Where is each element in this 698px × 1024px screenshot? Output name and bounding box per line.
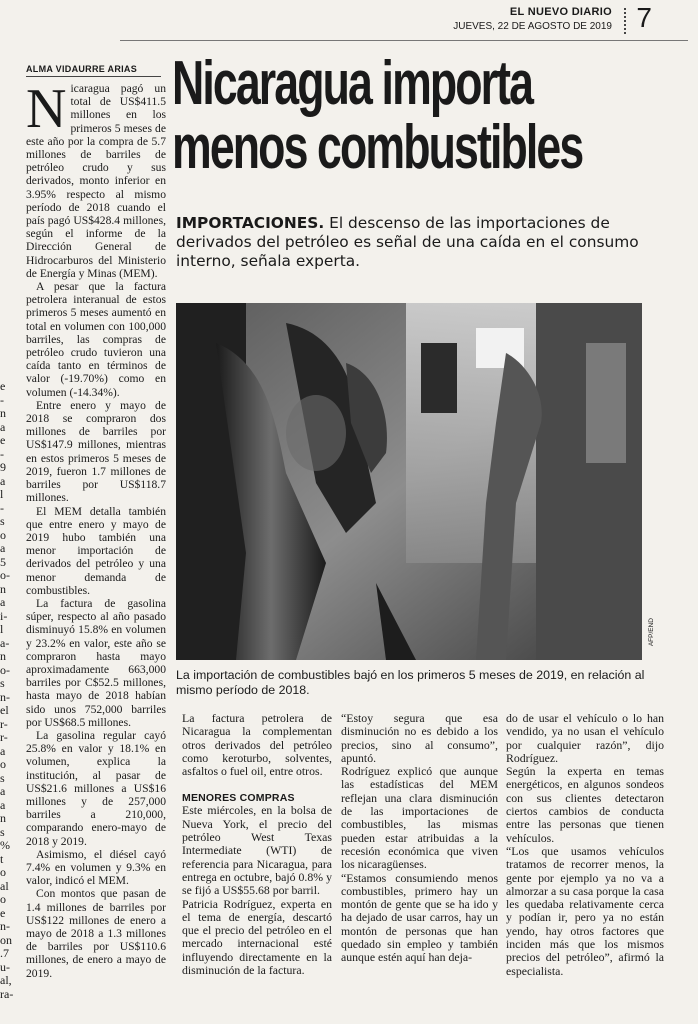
drop-cap: N bbox=[26, 82, 67, 140]
paragraph: Rodríguez explicó que aunque las estadísticas del MEM reflejan una clara disminución de las importaciones de combustibles, las mismas pueden estar atribuidas a la recesión económica que viven los nicaragüenses. bbox=[341, 764, 498, 872]
edge-fragment: % bbox=[0, 839, 10, 852]
edge-fragment: r- bbox=[0, 731, 8, 744]
paragraph: Según la experta en temas energéticos, en algunos sondeos con sus clientes detectaron ciertos cambios de conducta entre las personas que tienen vehículos. bbox=[506, 764, 664, 845]
paragraph: A pesar que la factura petrolera interanual de estos primeros 5 meses aumentó en total en volumen con 100,000 barriles, las compras de petróleo crudo tuvieron una caída tanto en términos de valor (-19.70%) como en volumen (-14.34%). bbox=[26, 280, 166, 399]
fuel-pump-photo bbox=[176, 303, 642, 660]
paragraph: La factura de gasolina súper, respecto al año pasado disminuyó 15.8% en volumen y 23.2% en valor, este año se compraron hasta mayo aproximadamente 663,000 barriles por C$52.5 millones, hasta mayo de 2018 habían sido unos 752,000 barriles por US$68.5 millones. bbox=[26, 596, 166, 729]
article-body-left-column bbox=[26, 82, 166, 1002]
edge-fragment: o- bbox=[0, 569, 10, 582]
edge-fragment: o bbox=[0, 866, 6, 879]
edge-fragment: l bbox=[0, 623, 4, 636]
edge-fragment: s bbox=[0, 677, 5, 690]
edge-fragment: n- bbox=[0, 920, 10, 933]
edge-fragment: e bbox=[0, 434, 6, 447]
deck-kicker: IMPORTACIONES. bbox=[176, 214, 325, 232]
publication-name: EL NUEVO DIARIO bbox=[509, 6, 612, 18]
paragraph: La gasolina regular cayó 25.8% en valor y 18.1% en volumen, explica la institución, al pasar de US$21.6 millones a US$16 millones y de 257,000 barriles a 210,000, comparando enero-mayo de 2018 y 2019. bbox=[26, 728, 166, 848]
edge-fragment: o bbox=[0, 528, 6, 542]
edge-fragment: el bbox=[0, 704, 9, 717]
edge-fragment: - bbox=[0, 447, 4, 461]
edge-fragment: o- bbox=[0, 663, 10, 677]
paragraph: Con montos que pasan de 1.4 millones de barriles por US$122 millones de enero a mayo de 2018 a 1.3 millones de barriles por US$110.6 millones, de enero a mayo de 2019. bbox=[26, 887, 166, 980]
masthead-divider bbox=[624, 8, 626, 34]
photo-caption: La importación de combustibles bajó en los primeros 5 meses de 2019, en relación al mismo período de 2018. bbox=[176, 668, 645, 697]
article-body-column-c bbox=[506, 712, 664, 1007]
paragraph: Asimismo, el diésel cayó 7.4% en volumen y 9.3% en valor, indicó el MEM. bbox=[26, 847, 166, 888]
edge-fragment: u- bbox=[0, 960, 10, 974]
edge-fragment: i- bbox=[0, 609, 8, 623]
first-paragraph bbox=[26, 82, 166, 280]
edge-fragment: n bbox=[0, 650, 6, 663]
page-number: 7 bbox=[636, 2, 652, 33]
paragraph: Patricia Rodríguez, experta en el tema de energía, descartó que el precio del petróleo en el mercado internacional esté influyendo directamente en la disminución de la factura. bbox=[182, 896, 332, 978]
edge-fragment: s bbox=[0, 771, 5, 785]
masthead bbox=[398, 4, 688, 38]
edge-fragment: ra- bbox=[0, 987, 14, 1001]
edge-fragment: a bbox=[0, 596, 6, 609]
edge-fragment: n bbox=[0, 812, 6, 825]
paragraph: “Estoy segura que esa disminución no es debido a los precios, sino al consumo”, apuntó. bbox=[341, 712, 498, 765]
edge-fragment: a bbox=[0, 420, 6, 434]
edge-fragment: o bbox=[0, 758, 6, 771]
edge-fragment: on bbox=[0, 933, 12, 947]
paragraph: Entre enero y mayo de 2018 se compraron dos millones de barriles por US$147.9 millones, mientras en estos primeros 5 meses de 2019, fueron 1.7 millones de barriles por US$118.7 millones. bbox=[26, 398, 166, 505]
fuel-pump-photo-illustration bbox=[176, 303, 642, 660]
subhead: MENORES COMPRAS bbox=[182, 792, 295, 805]
paragraph: Este miércoles, en la bolsa de Nueva York, el precio del petróleo West Texas Intermediate (WTI) de referencia para Nicaragua, para entrega en octubre, bajó 0.8% y se fijó a US$55.68 por barril. bbox=[182, 803, 332, 898]
edge-fragment: n bbox=[0, 582, 6, 596]
edge-fragment: .7 bbox=[0, 947, 9, 960]
edge-fragment: 9 bbox=[0, 461, 6, 474]
edge-fragment: al, bbox=[0, 974, 12, 987]
byline-rule bbox=[26, 76, 161, 77]
headline-line-2: menos combustibles bbox=[172, 113, 583, 182]
edge-fragment: l bbox=[0, 488, 4, 501]
deck bbox=[176, 214, 676, 271]
edge-fragment: al bbox=[0, 879, 9, 893]
headline bbox=[172, 49, 690, 182]
paragraph-text: icaragua pagó un total de US$411.5 millones en los primeros 5 meses de este año por la compra de 5.7 millones de barriles de petróleo crudo y sus derivados, monto inferior en 3.95% respecto al mismo período de 2018 cuando el país pagó US$428.4 millones, según el informe de la Dirección General de Hidrocarburos del Ministerio de Energía y Minas (MEM). bbox=[26, 82, 166, 280]
article-body-column-b bbox=[341, 712, 498, 1007]
top-rule bbox=[120, 40, 688, 41]
photo-credit: AFP/END bbox=[648, 618, 655, 647]
paragraph: El MEM detalla también que entre enero y mayo de 2019 hubo también una menor importación de derivados del petróleo y una menor demanda de combustibles. bbox=[26, 504, 166, 597]
edge-fragment: s bbox=[0, 825, 5, 839]
headline-line-1: Nicaragua importa bbox=[172, 49, 533, 118]
paragraph: “Estamos consumiendo menos combustibles, primero hay un montón de gente que se ha ido y ha dejado de usar carros, hay un montón de personas que han quedado sin empleo y también aunque estén aquí han deja- bbox=[341, 870, 498, 965]
edge-fragment: o bbox=[0, 893, 6, 906]
edge-fragment: n- bbox=[0, 690, 10, 704]
edge-fragment: a bbox=[0, 785, 6, 798]
edge-fragment: a bbox=[0, 744, 6, 758]
paragraph: do de usar el vehículo o lo han vendido, ya no usan el vehículo por cualquier razón”, dijo Rodríguez. bbox=[506, 712, 664, 765]
paragraph: La factura petrolera de Nicaragua la complementan otros derivados del petróleo como keroturbo, solventes, asfaltos o fuel oil, entre otros. bbox=[182, 712, 332, 779]
edge-fragment: t bbox=[0, 852, 4, 866]
deck-text: El descenso de las importaciones de derivados del petróleo es señal de una caída en el consumo interno, señala experta. bbox=[176, 214, 639, 270]
issue-date: JUEVES, 22 DE AGOSTO DE 2019 bbox=[453, 21, 612, 32]
edge-fragment: n bbox=[0, 407, 6, 420]
edge-fragment: a- bbox=[0, 636, 10, 650]
edge-fragment: - bbox=[0, 393, 4, 407]
article-body-column-a bbox=[182, 712, 332, 1007]
edge-fragment: a bbox=[0, 798, 6, 812]
edge-fragment: s bbox=[0, 515, 5, 528]
edge-fragment: 5 bbox=[0, 555, 6, 569]
byline: ALMA VIDAURRE ARIAS bbox=[26, 64, 138, 74]
cut-off-column-fragments bbox=[0, 380, 14, 1000]
paragraph: “Los que usamos vehículos tratamos de recorrer menos, la gente por ejemplo ya no va a almorzar a su casa porque la casa les quedaba relativamente cerca y podían ir, pero ya no están yendo, hay otros factores que inciden más que los mismos precios del petróleo”, afirmó la especialista. bbox=[506, 843, 664, 978]
edge-fragment: r- bbox=[0, 717, 8, 731]
edge-fragment: a bbox=[0, 474, 6, 488]
edge-fragment: e bbox=[0, 380, 6, 393]
edge-fragment: e bbox=[0, 906, 6, 920]
edge-fragment: a bbox=[0, 542, 6, 555]
edge-fragment: - bbox=[0, 501, 4, 515]
